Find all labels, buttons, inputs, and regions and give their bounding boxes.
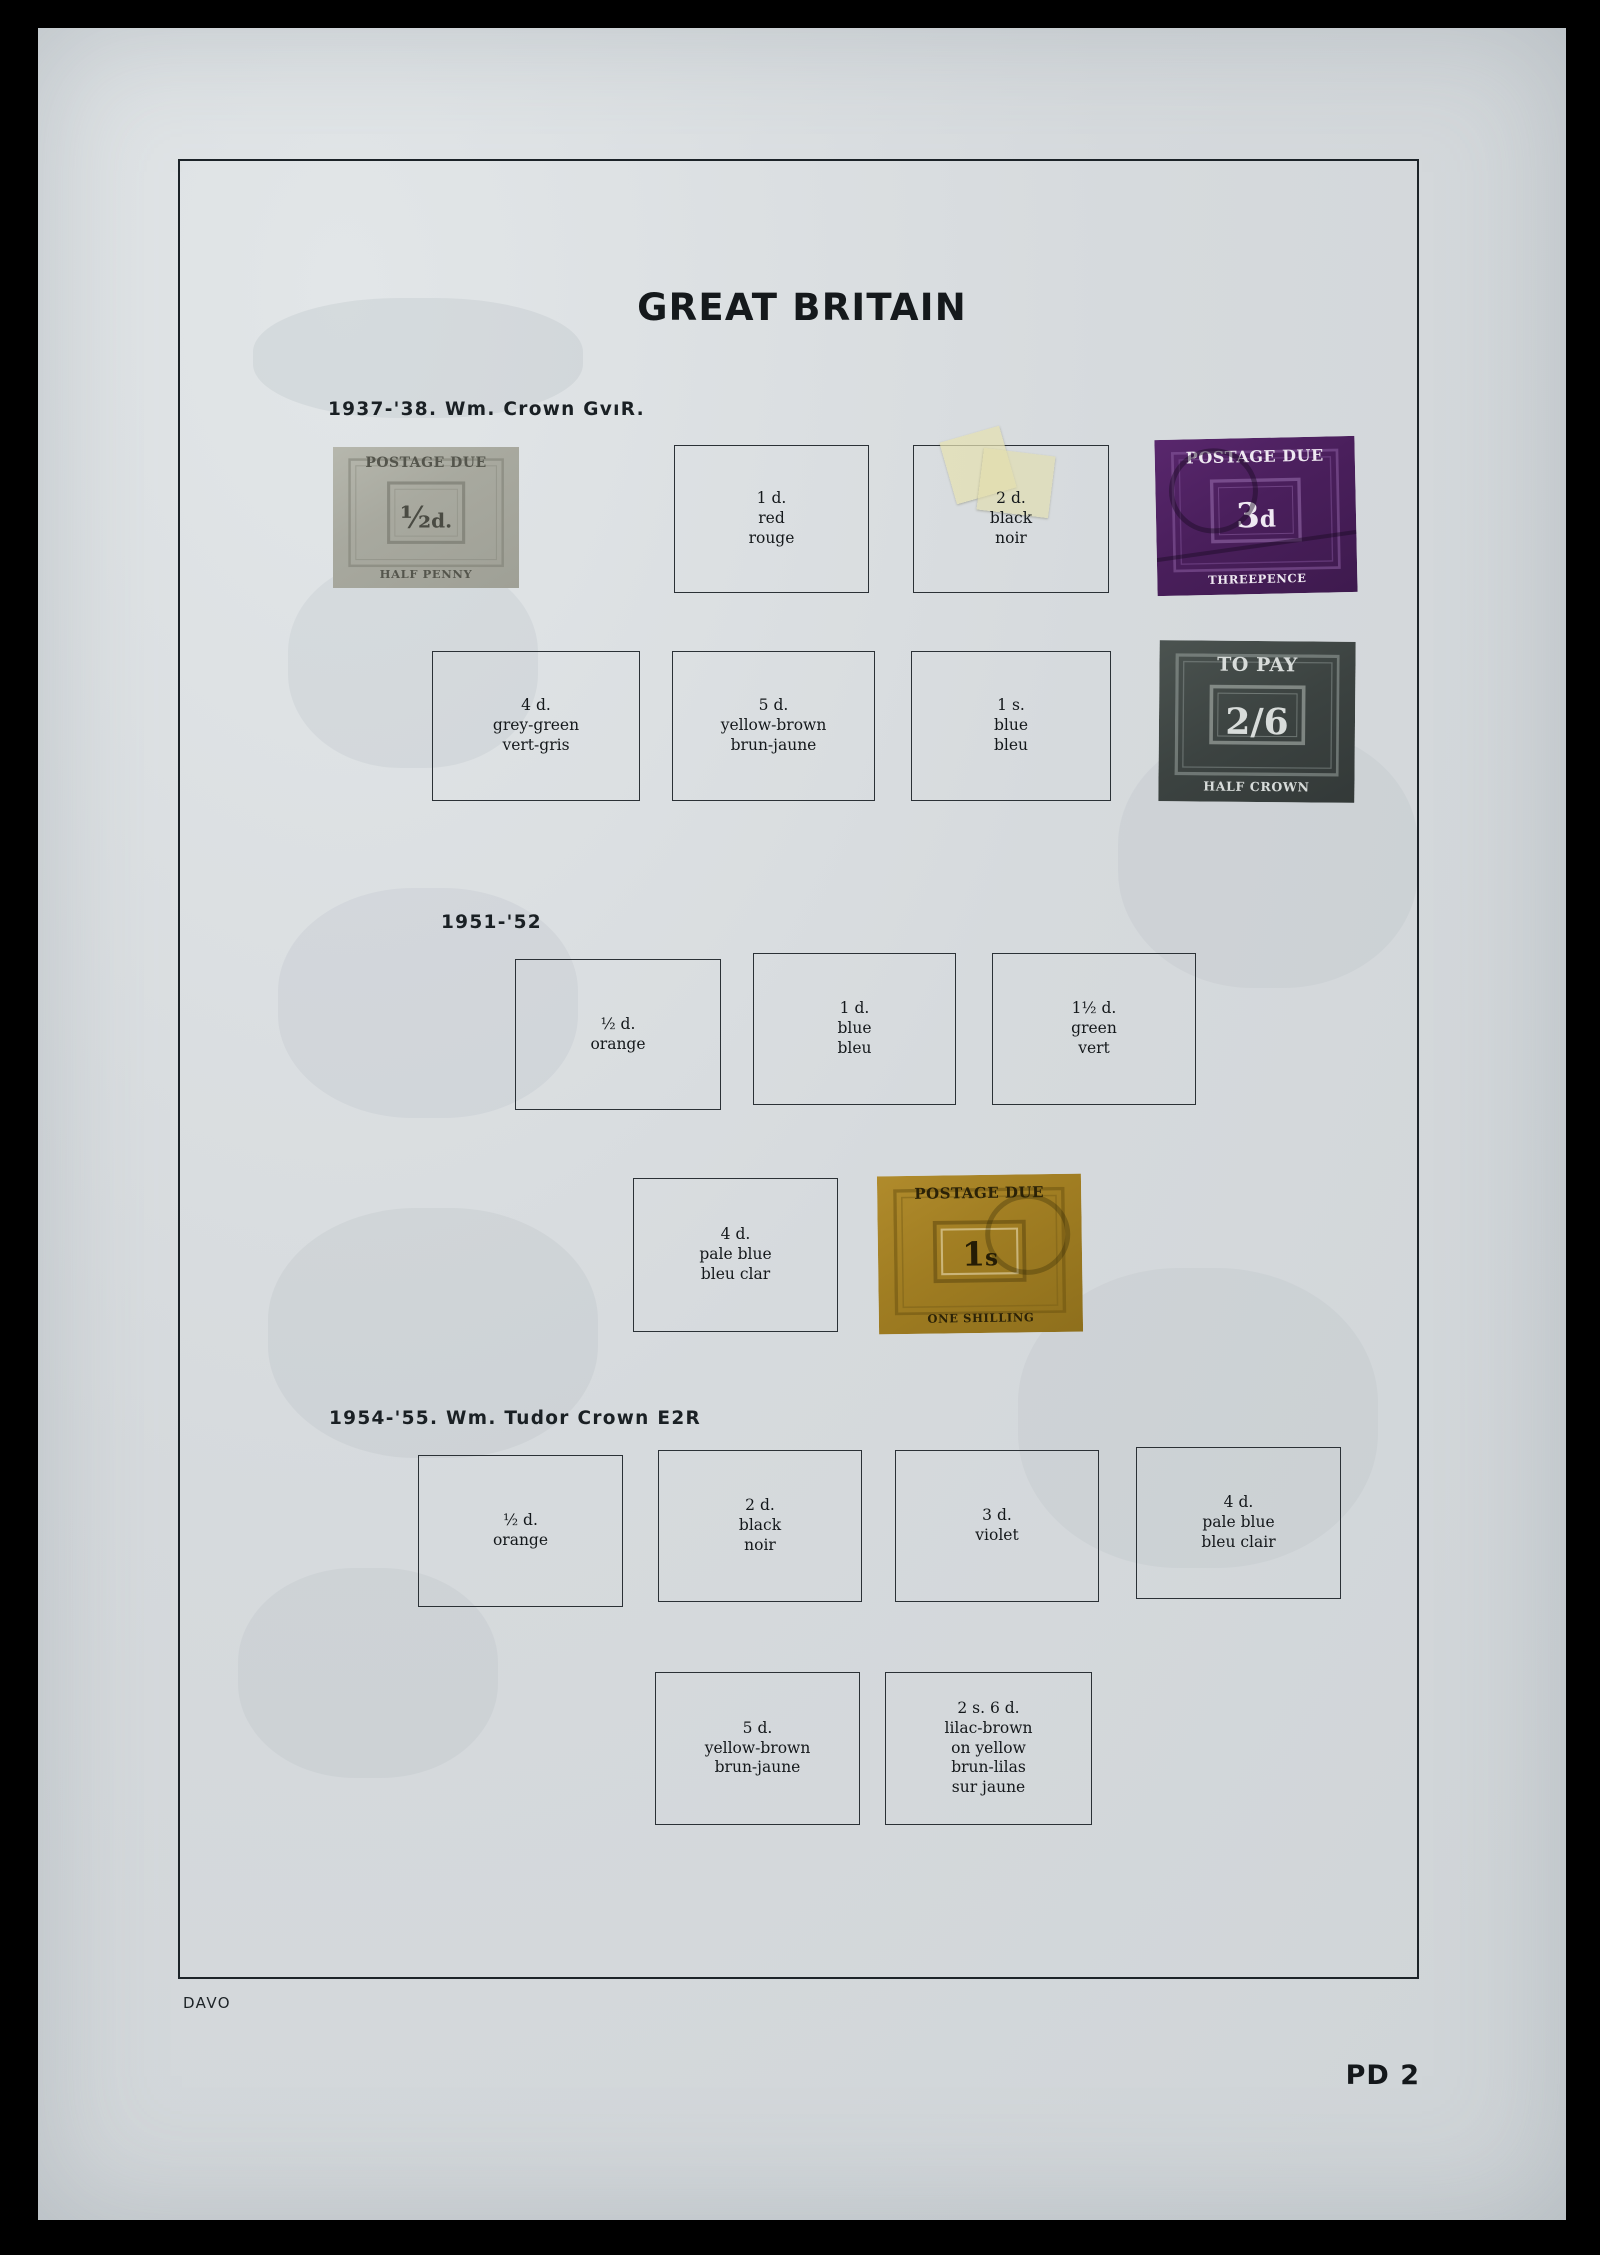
slot-1937-1d[interactable] [674, 445, 869, 593]
slot-1954-3d[interactable] [895, 1450, 1099, 1602]
slot-line: green [1071, 1019, 1117, 1038]
stamp-1951-one-shilling[interactable] [877, 1174, 1083, 1335]
slot-line: lilac-brown [944, 1718, 1033, 1737]
slot-1951-1d[interactable] [753, 953, 956, 1105]
slot-1951-half-d[interactable] [515, 959, 721, 1110]
slot-line: 4 d. [521, 696, 551, 715]
stamp-top-text: POSTAGE DUE [914, 1183, 1045, 1204]
slot-line: 5 d. [742, 1718, 773, 1737]
stamp-bottom-text: THREEPENCE [1208, 571, 1307, 588]
slot-line: 4 d. [720, 1225, 751, 1244]
slot-line: orange [492, 1531, 549, 1549]
slot-line: ½ d. [503, 1511, 538, 1530]
stamp-denomination [333, 500, 519, 535]
slot-1937-5d[interactable] [672, 651, 875, 801]
slot-line: brun-jaune [730, 735, 817, 754]
slot-line: 3 d. [982, 1506, 1012, 1525]
stamp-value-suffix: d. [431, 508, 453, 532]
stamp-value-suffix: s [984, 1244, 999, 1272]
slot-line: 5 d. [758, 696, 789, 715]
slot-line: blue [993, 716, 1029, 735]
slot-line: bleu clair [1201, 1532, 1276, 1551]
slot-line: bleu [837, 1038, 872, 1057]
stamp-bottom-text: ONE SHILLING [927, 1310, 1035, 1326]
slot-line: vert [1078, 1038, 1110, 1057]
cancellation-mark [877, 1174, 1083, 1335]
slot-line: orange [590, 1034, 646, 1053]
stamp-1937-3d[interactable] [1154, 436, 1357, 596]
slot-line: sur jaune [951, 1778, 1026, 1797]
slot-line: 2 s. 6 d. [957, 1698, 1020, 1717]
slot-line: 1 s. [997, 696, 1025, 715]
slot-line: 2 d. [745, 1496, 775, 1515]
slot-line: grey-green [492, 716, 580, 735]
stamp-value-suffix: d [1259, 505, 1277, 533]
slot-1951-4d[interactable] [633, 1178, 838, 1332]
slot-1954-half-d[interactable] [418, 1455, 623, 1607]
slot-line: 1½ d. [1071, 999, 1117, 1018]
stamp-denomination: 2/6 [1225, 700, 1289, 743]
stamp-1937-half-crown[interactable] [1158, 640, 1355, 803]
slot-line: bleu clar [700, 1264, 771, 1283]
stamp-top-text: TO PAY [1217, 653, 1298, 677]
slot-line: black [738, 1516, 782, 1535]
slot-line: on yellow [951, 1738, 1026, 1757]
section-heading-1954: 1954-'55. Wm. Tudor Crown E2R [329, 1408, 702, 1429]
stamp-top-text: POSTAGE DUE [1185, 445, 1324, 468]
stamp-1937-half-penny[interactable] [333, 447, 519, 588]
stamp-value-number: ½ [399, 500, 432, 535]
slot-1954-4d[interactable] [1136, 1447, 1341, 1599]
slot-1937-4d[interactable] [432, 651, 640, 801]
section-heading-1951: 1951-'52 [441, 912, 542, 933]
slot-line: 1 d. [839, 999, 870, 1018]
slot-line: rouge [748, 528, 795, 547]
slot-line: brun-jaune [714, 1758, 801, 1777]
slot-line: yellow-brown [704, 1738, 811, 1757]
publisher-mark: DAVO [183, 1994, 231, 2012]
slot-line: red [758, 509, 785, 528]
page-number: PD 2 [1345, 2060, 1420, 2091]
slot-1937-1s[interactable] [911, 651, 1111, 801]
stamp-bottom-text: HALF CROWN [1203, 778, 1310, 795]
slot-line: 1 d. [756, 489, 787, 508]
stamp-value-number: 3 [1235, 495, 1261, 537]
stamp-value-number: 1 [961, 1234, 986, 1274]
slot-line: blue [837, 1019, 872, 1038]
slot-line: noir [995, 528, 1027, 547]
slot-1954-2d[interactable] [658, 1450, 862, 1602]
slot-1937-2d[interactable] [913, 445, 1109, 593]
stamp-bottom-text: HALF PENNY [379, 566, 473, 581]
stamp-top-text: POSTAGE DUE [365, 455, 487, 472]
slot-line: 2 d. [996, 489, 1026, 508]
slot-1954-2s6d[interactable] [885, 1672, 1092, 1825]
slot-line: noir [744, 1535, 776, 1554]
slot-line: yellow-brown [720, 716, 827, 735]
slot-1954-5d[interactable] [655, 1672, 860, 1825]
slot-line: black [989, 509, 1033, 528]
slot-line: violet [975, 1526, 1019, 1544]
slot-line: 4 d. [1223, 1493, 1254, 1512]
slot-line: pale blue [1202, 1513, 1275, 1532]
cancellation-mark [1154, 436, 1357, 596]
album-page-sheet [38, 28, 1566, 2220]
slot-line: ½ d. [600, 1014, 636, 1033]
slot-line: bleu [993, 735, 1029, 754]
slot-line: pale blue [699, 1245, 772, 1264]
slot-line: vert-gris [502, 735, 570, 754]
slot-1951-1half-d[interactable] [992, 953, 1196, 1105]
page-title: GREAT BRITAIN [637, 286, 967, 329]
slot-line: brun-lilas [951, 1758, 1026, 1777]
section-heading-1937: 1937-'38. Wm. Crown GvıR. [328, 399, 646, 420]
